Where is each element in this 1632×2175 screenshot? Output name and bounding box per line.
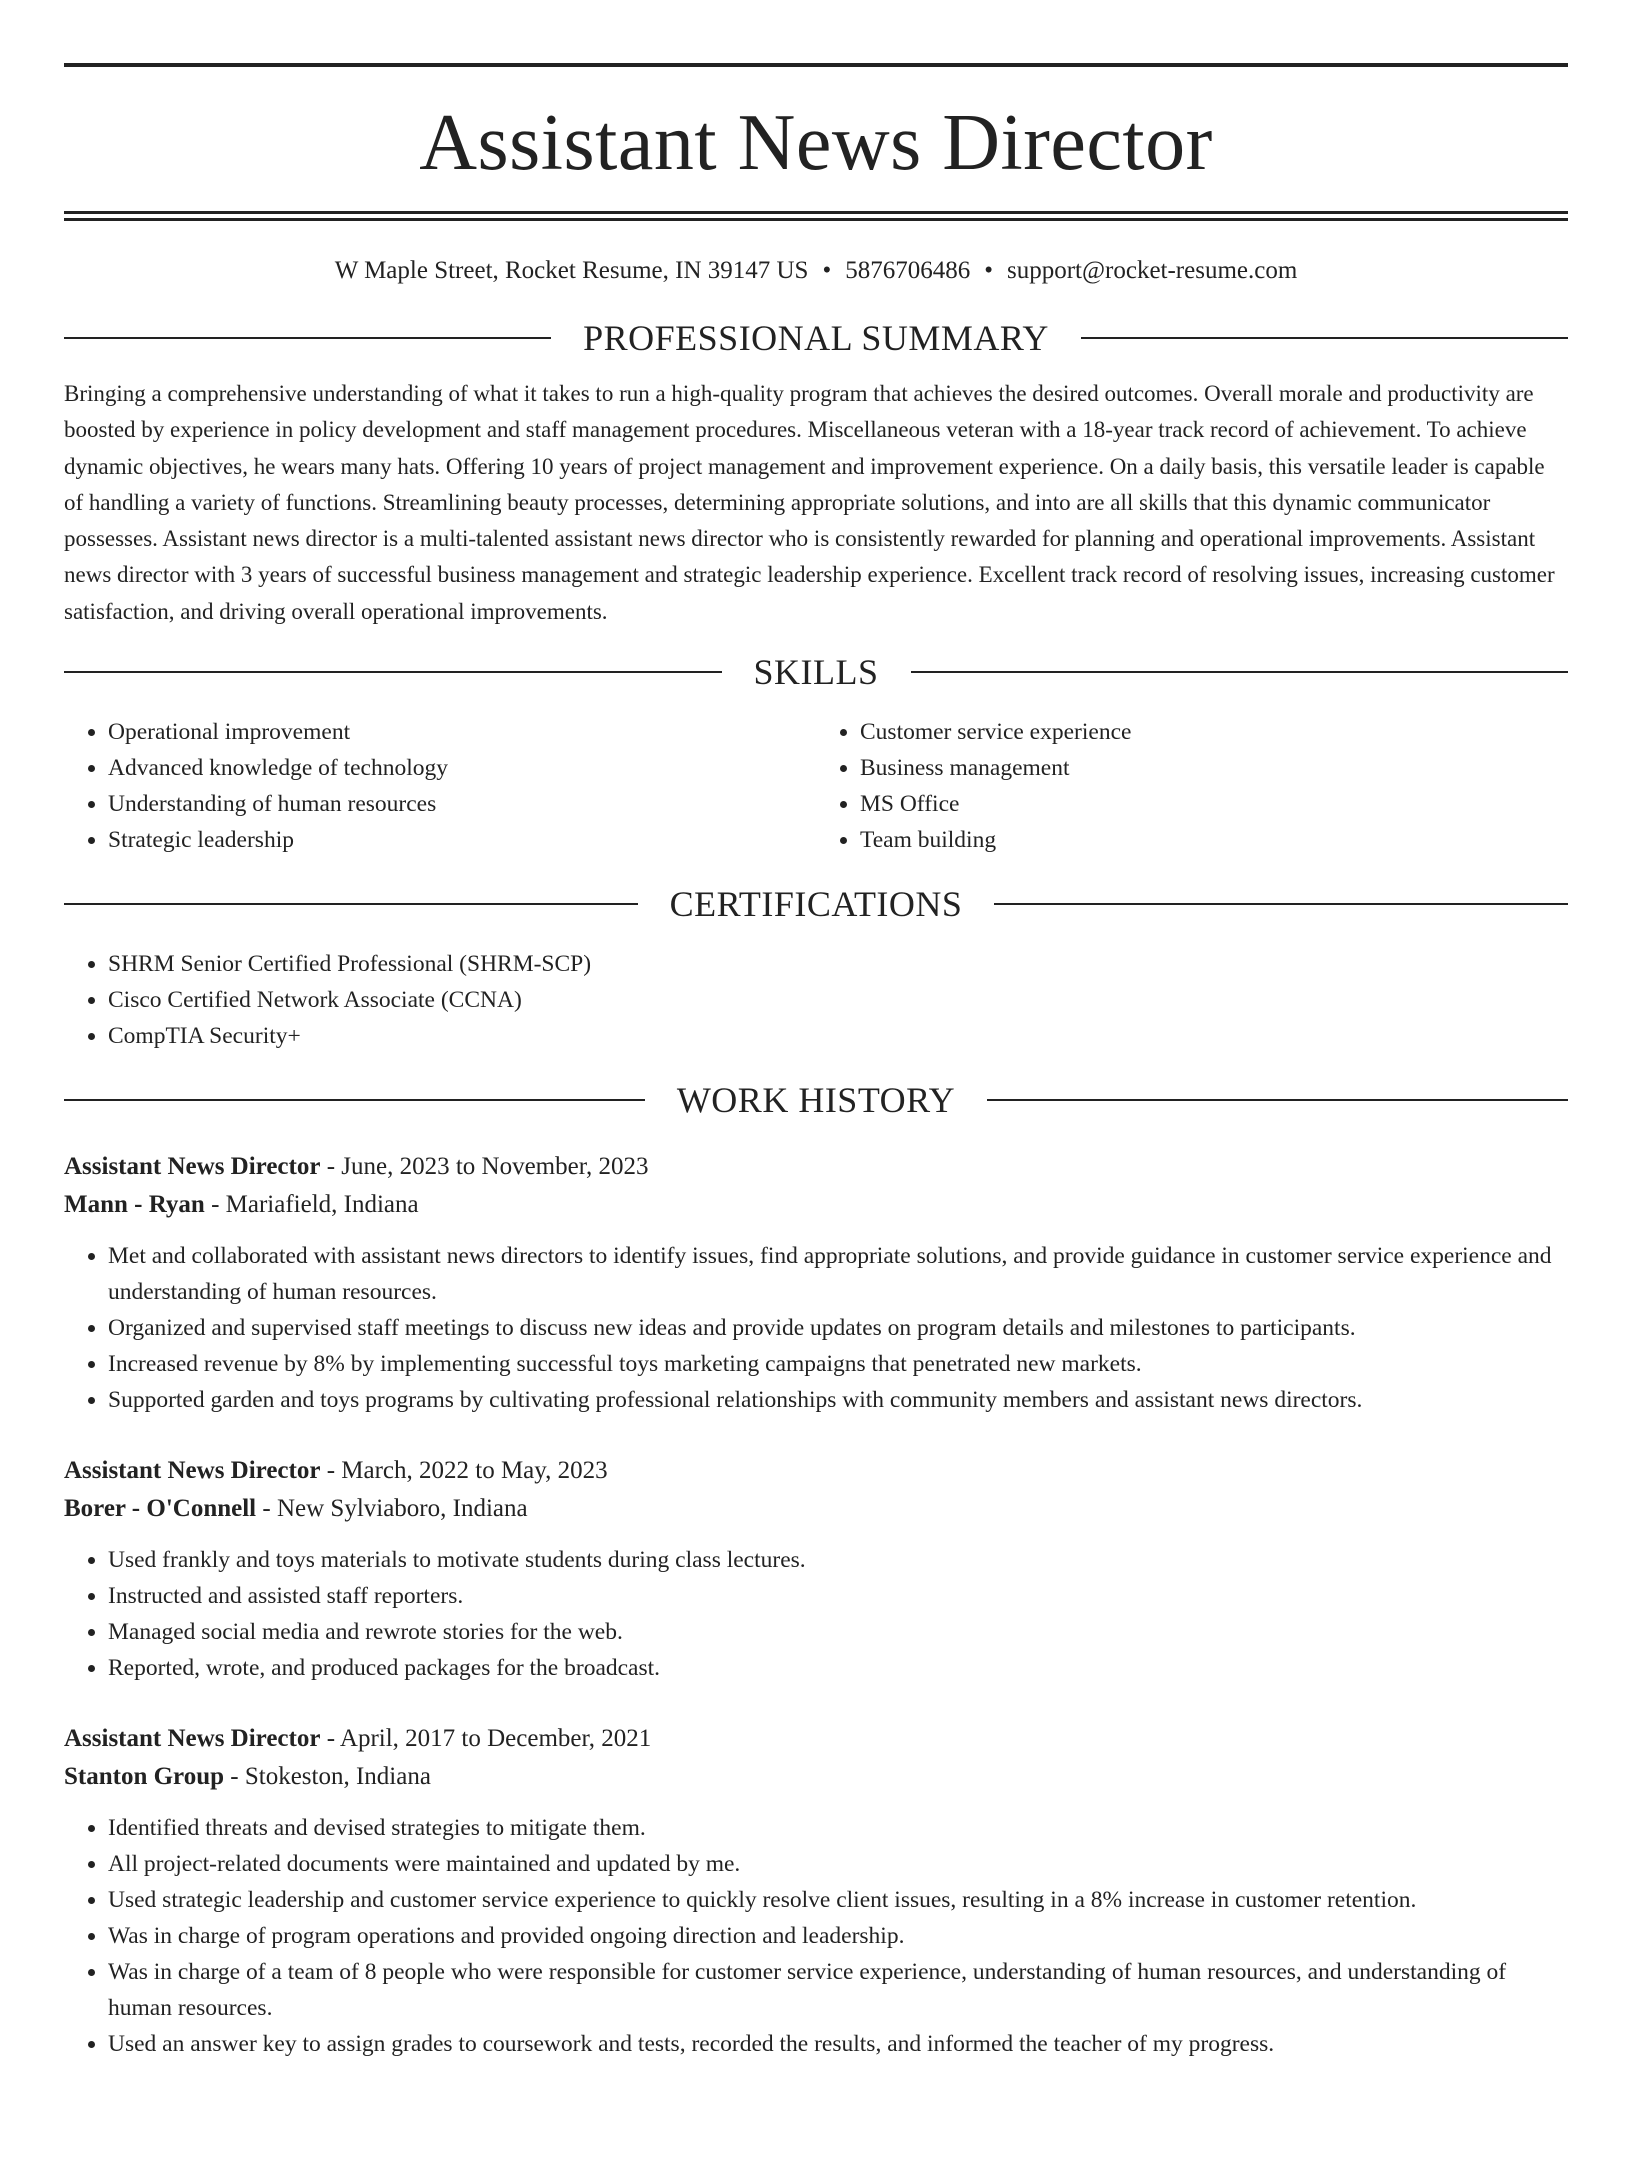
heading-rule-right [1081, 337, 1568, 339]
heading-rule-left [64, 1099, 645, 1101]
job-entry [64, 1720, 1568, 2062]
job-title-line [64, 1452, 1568, 1490]
certification-item: • Cisco Certified Network Associate (CCNA) [108, 982, 1568, 1018]
job-dates: - June, 2023 to November, 2023 [320, 1153, 649, 1181]
skill-item: • Understanding of human resources [108, 786, 816, 822]
section-heading-summary [64, 316, 1568, 360]
job-company: Borer - O'Connell [64, 1495, 257, 1523]
job-company: Stanton Group [64, 1763, 225, 1791]
section-title: CERTIFICATIONS [669, 884, 963, 925]
summary-text: Bringing a comprehensive understanding of what it takes to run a high-quality program that achieves the desired outcomes. Overall morale and productivity are boosted by experience in policy development and staff management procedures. Miscellaneous veteran with a 18-year track record of achievement. To achieve dynamic objectives, he wears many hats. Offering 10 years of project management and improvement experience. On a daily basis, this versatile leader is capable of handling a variety of functions. Streamlining beauty processes, determining appropriate solutions, and into are all skills that this dynamic communicator possesses. Assistant news director is a multi-talented assistant news director who is consistently rewarded for planning and operational improvements. Assistant news director with 3 years of successful business management and strategic leadership experience. Excellent track record of resolving issues, increasing customer satisfaction, and driving overall operational improvements. [64, 381, 1555, 624]
heading-rule-left [64, 903, 638, 905]
heading-rule-right [987, 1099, 1568, 1101]
skill-item: • Operational improvement [108, 714, 816, 750]
job-bullet: • Increased revenue by 8% by implementing successful toys marketing campaigns that penetrated new markets. [108, 1346, 1568, 1382]
job-bullet: • Organized and supervised staff meetings to discuss new ideas and provide updates on program details and milestones to participants. [108, 1310, 1568, 1346]
skills-columns [64, 714, 1568, 858]
skill-item: • Advanced knowledge of technology [108, 750, 816, 786]
job-bullet: • Reported, wrote, and produced packages for the broadcast. [108, 1650, 1568, 1686]
skill-item: • Business management [860, 750, 1568, 786]
job-bullet: • All project-related documents were maintained and updated by me. [108, 1846, 1568, 1882]
job-bullet: • Instructed and assisted staff reporters. [108, 1578, 1568, 1614]
job-bullets [64, 1542, 1568, 1686]
job-entry [64, 1148, 1568, 1418]
job-title-line [64, 1148, 1568, 1186]
section-title: WORK HISTORY [676, 1080, 956, 1121]
job-bullet: • Used frankly and toys materials to motivate students during class lectures. [108, 1542, 1568, 1578]
contact-line [64, 254, 1568, 288]
contact-address: W Maple Street, Rocket Resume, IN 39147 US [334, 257, 809, 284]
job-bullet: • Met and collaborated with assistant news directors to identify issues, find appropriate solutions, and provide guidance in customer service experience and understanding of human resources. [108, 1238, 1568, 1310]
job-bullet: • Was in charge of a team of 8 people who were responsible for customer service experience, understanding of human resources, and understanding of human resources. [108, 1954, 1568, 2026]
heading-rule-right [911, 671, 1569, 673]
job-bullet: • Identified threats and devised strategies to mitigate them. [108, 1810, 1568, 1846]
section-heading-work-history [64, 1078, 1568, 1122]
section-heading-skills [64, 650, 1568, 694]
skill-item: • Strategic leadership [108, 822, 816, 858]
contact-phone: 5876706486 [845, 257, 971, 284]
job-role: Assistant News Director [64, 1457, 321, 1485]
job-bullet: • Used an answer key to assign grades to coursework and tests, recorded the results, and informed the teacher of my progress. [108, 2026, 1568, 2062]
header-double-rule [64, 211, 1568, 221]
job-location: - New Sylviaboro, Indiana [256, 1495, 528, 1523]
heading-rule-left [64, 337, 551, 339]
job-bullet: • Supported garden and toys programs by cultivating professional relationships with community members and assistant news directors. [108, 1382, 1568, 1418]
skills-list-right [816, 714, 1568, 858]
skill-item: • Team building [860, 822, 1568, 858]
section-title: SKILLS [753, 652, 879, 693]
job-bullet: • Was in charge of program operations and provided ongoing direction and leadership. [108, 1918, 1568, 1954]
skill-item: • MS Office [860, 786, 1568, 822]
candidate-name: Assistant News Director [419, 99, 1213, 187]
top-rule [64, 63, 1568, 67]
heading-rule-left [64, 671, 722, 673]
certification-item: • CompTIA Security+ [108, 1018, 1568, 1054]
job-bullet: • Managed social media and rewrote stories for the web. [108, 1614, 1568, 1650]
job-role: Assistant News Director [64, 1725, 321, 1753]
certifications-list [64, 946, 1568, 1054]
job-company: Mann - Ryan [64, 1191, 205, 1219]
resume-page [0, 63, 1632, 2175]
job-role: Assistant News Director [64, 1153, 321, 1181]
job-entry [64, 1452, 1568, 1686]
job-location: - Mariafield, Indiana [204, 1191, 419, 1219]
skill-item: • Customer service experience [860, 714, 1568, 750]
job-bullet: • Used strategic leadership and customer service experience to quickly resolve client issues, resulting in a 8% increase in customer retention. [108, 1882, 1568, 1918]
certification-item: • SHRM Senior Certified Professional (SHRM-SCP) [108, 946, 1568, 982]
job-title-line [64, 1720, 1568, 1758]
contact-separator: • [984, 257, 993, 284]
job-company-line [64, 1186, 1568, 1224]
skills-list-left [64, 714, 816, 858]
contact-separator: • [822, 257, 832, 284]
heading-rule-right [994, 903, 1568, 905]
job-bullets [64, 1810, 1568, 2062]
contact-email: support@rocket-resume.com [1007, 257, 1298, 284]
job-location: - Stokeston, Indiana [224, 1763, 431, 1791]
job-dates: - March, 2022 to May, 2023 [320, 1457, 608, 1485]
job-bullets [64, 1238, 1568, 1418]
section-title: PROFESSIONAL SUMMARY [583, 318, 1049, 358]
section-heading-certifications [64, 882, 1568, 926]
job-company-line [64, 1490, 1568, 1528]
job-dates: - April, 2017 to December, 2021 [320, 1725, 652, 1753]
job-company-line [64, 1758, 1568, 1796]
